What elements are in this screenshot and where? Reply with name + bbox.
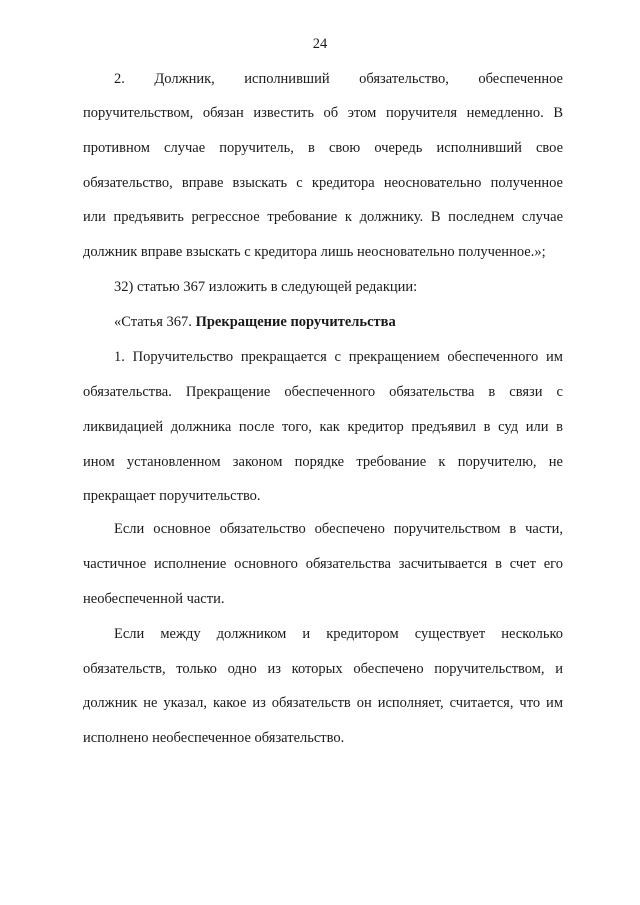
- paragraph-2-line-1: 32) статью 367 изложить в следующей редакции:: [114, 279, 418, 295]
- paragraph-6-line-3: должник не указал, какое из обязательств он исполняет, считается, что им: [83, 695, 563, 711]
- paragraph-1-line-3: противном случае поручитель, в свою очередь исполнивший свое: [83, 140, 563, 156]
- paragraph-5-line-3: необеспеченной части.: [83, 591, 225, 607]
- paragraph-1-line-2: поручительством, обязан известить об этом поручителя немедленно. В: [83, 105, 563, 121]
- paragraph-4-line-2: обязательства. Прекращение обеспеченного обязательства в связи с: [83, 384, 563, 400]
- paragraph-1-line-4: обязательство, вправе взыскать с кредитора неосновательно полученное: [83, 175, 563, 191]
- paragraph-6-line-1: Если между должником и кредитором существует несколько: [114, 626, 563, 642]
- paragraph-5-line-1: Если основное обязательство обеспечено поручительством в части,: [114, 521, 563, 537]
- paragraph-6-line-4: исполнено необеспеченное обязательство.: [83, 730, 345, 746]
- paragraph-4-line-5: прекращает поручительство.: [83, 488, 261, 504]
- paragraph-1-line-6: должник вправе взыскать с кредитора лишь неосновательно полученное.»;: [83, 244, 546, 260]
- paragraph-1-line-1: 2. Должник, исполнивший обязательство, обеспеченное: [114, 71, 563, 87]
- paragraph-5-line-2: частичное исполнение основного обязательства засчитывается в счет его: [83, 556, 563, 572]
- paragraph-4-line-1: 1. Поручительство прекращается с прекращением обеспеченного им: [114, 349, 563, 365]
- article-heading: [114, 313, 563, 331]
- paragraph-6-line-2: обязательств, только одно из которых обеспечено поручительством, и: [83, 661, 563, 677]
- paragraph-1-line-5: или предъявить регрессное требование к должнику. В последнем случае: [83, 209, 563, 225]
- paragraph-4-line-4: ином установленном законом порядке требование к поручителю, не: [83, 454, 563, 470]
- paragraph-4-line-3: ликвидацией должника после того, как кредитор предъявил в суд или в: [83, 419, 563, 435]
- page-number: 24: [312, 36, 328, 52]
- article-number: «Статья 367.: [114, 314, 196, 330]
- article-title: Прекращение поручительства: [195, 314, 396, 330]
